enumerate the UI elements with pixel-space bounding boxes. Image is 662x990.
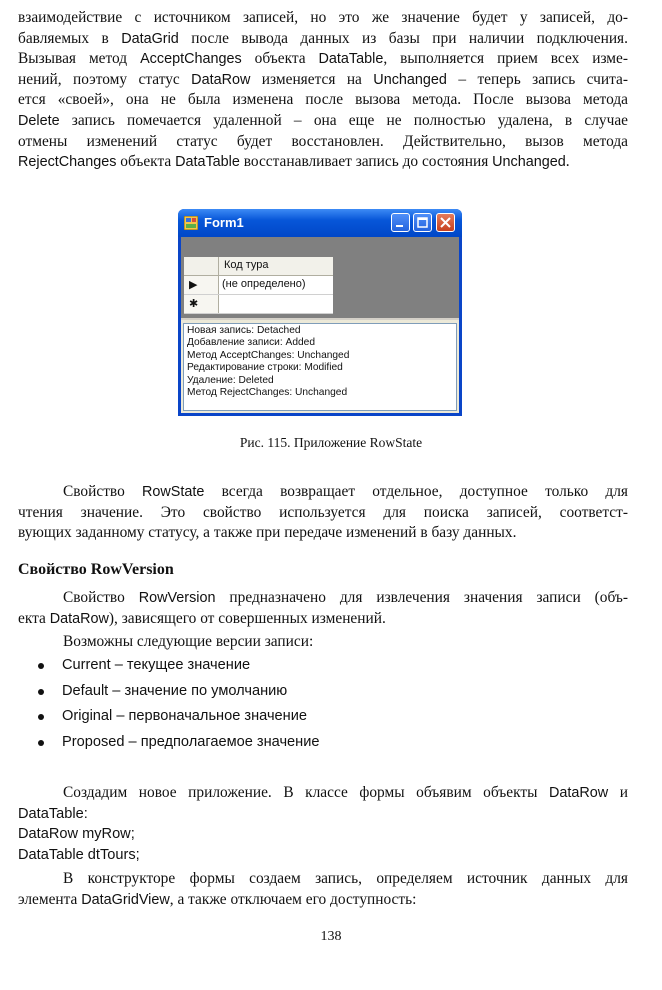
- new-row-asterisk-icon: ✱: [189, 297, 199, 310]
- text-line: чтения значение. Это свойство используется для поиска записей, соответст-: [18, 503, 628, 521]
- text-line: элемента DataGridView, а также отключаем его доступность:: [18, 890, 417, 908]
- log-line: Новая запись: Detached: [187, 325, 301, 336]
- paragraph-constructor: [18, 869, 628, 910]
- text-line: В конструкторе формы создаем запись, определяем источник данных для: [63, 870, 628, 887]
- minimize-icon: [392, 214, 409, 231]
- grid-row[interactable]: [184, 276, 333, 295]
- code-line: DataTable dtTours;: [18, 847, 140, 863]
- row-header[interactable]: [184, 295, 219, 313]
- grid-column-header[interactable]: Код тура: [224, 259, 269, 271]
- text-line: екта DataRow), зависящего от совершенных изменений.: [18, 609, 386, 627]
- list-item: Default – значение по умолчанию: [38, 683, 320, 709]
- form1-window: [178, 209, 462, 416]
- datagridview[interactable]: [184, 257, 333, 314]
- close-icon: [437, 214, 454, 231]
- paragraph-rowstate-intro: [18, 8, 628, 173]
- grid-header-row: [184, 257, 333, 276]
- text-line: вующих заданному статусу, а также при передаче изменений в базу данных.: [18, 524, 517, 542]
- grid-corner-cell[interactable]: [184, 257, 219, 275]
- status-log-textbox[interactable]: [183, 323, 457, 411]
- maximize-button[interactable]: [413, 213, 432, 232]
- current-row-arrow-icon: ▶: [189, 278, 198, 291]
- text-line: DataTable:: [18, 805, 88, 822]
- text-line: Свойство RowState всегда возвращает отдельное, доступное только для: [63, 483, 629, 500]
- log-line: Метод RejectChanges: Unchanged: [187, 387, 348, 399]
- text-line: Свойство RowVersion предназначено для извлечения значения записи (объ-: [63, 589, 628, 606]
- window-client-area: [181, 237, 459, 413]
- paragraph-new-app: [18, 783, 628, 824]
- paragraph-rowversion: [18, 588, 628, 629]
- version-list: [38, 657, 320, 759]
- text-line: Создадим новое приложение. В классе формы объявим объекты DataRow и: [63, 784, 628, 801]
- code-line: DataRow myRow;: [18, 826, 135, 842]
- grid-cell[interactable]: (не определено): [222, 278, 306, 290]
- form-icon: [184, 216, 198, 230]
- log-line: Метод AcceptChanges: Unchanged: [187, 349, 350, 361]
- window-titlebar[interactable]: [178, 209, 462, 237]
- bullet-icon: [38, 689, 44, 695]
- close-button[interactable]: [436, 213, 455, 232]
- text-line: RejectChanges объекта DataTable восстанавливает запись до состояния Unchanged.: [18, 153, 570, 171]
- log-line: Редактирование строки: Modified: [187, 362, 343, 374]
- window-title: Form1: [204, 215, 244, 230]
- text-line: бавляемых в DataGrid после вывода данных из базы при наличии подключения.: [18, 29, 628, 47]
- text-line: ется «своей», она не была изменена после вызова метода. После вызова метода: [18, 91, 628, 109]
- maximize-icon: [414, 214, 431, 231]
- grid-new-row[interactable]: [184, 295, 333, 314]
- bullet-icon: [38, 663, 44, 669]
- list-item: Proposed – предполагаемое значение: [38, 734, 320, 760]
- list-item: Current – текущее значение: [38, 657, 320, 683]
- text-line: взаимодействие с источником записей, но это же значение будет у записей, до-: [18, 9, 628, 26]
- text-line: Delete запись помечается удаленной – она еще не полностью удалена, в случае: [18, 111, 628, 129]
- text-line: Вызывая метод AcceptChanges объекта DataTable, выполняется прием всех изме-: [18, 50, 629, 68]
- list-item: Original – первоначальное значение: [38, 708, 320, 734]
- bullet-icon: [38, 714, 44, 720]
- paragraph-versions-intro: [18, 632, 628, 653]
- page-number: 138: [320, 929, 342, 944]
- section-heading: Свойство RowVersion: [18, 561, 174, 578]
- text-line: Возможны следующие версии записи:: [63, 633, 314, 650]
- log-line: Удаление: Deleted: [187, 374, 274, 386]
- paragraph-rowstate-property: [18, 482, 628, 544]
- log-line: Добавление записи: Added: [187, 337, 315, 349]
- text-line: нений, поэтому статус DataRow изменяется на Unchanged – теперь запись счита-: [18, 70, 628, 88]
- row-header[interactable]: [184, 276, 219, 294]
- text-line: отмены изменений статус будет восстановлен. Действительно, вызов метода: [18, 132, 628, 150]
- figure-caption: Рис. 115. Приложение RowState: [239, 435, 423, 450]
- minimize-button[interactable]: [391, 213, 410, 232]
- bullet-icon: [38, 740, 44, 746]
